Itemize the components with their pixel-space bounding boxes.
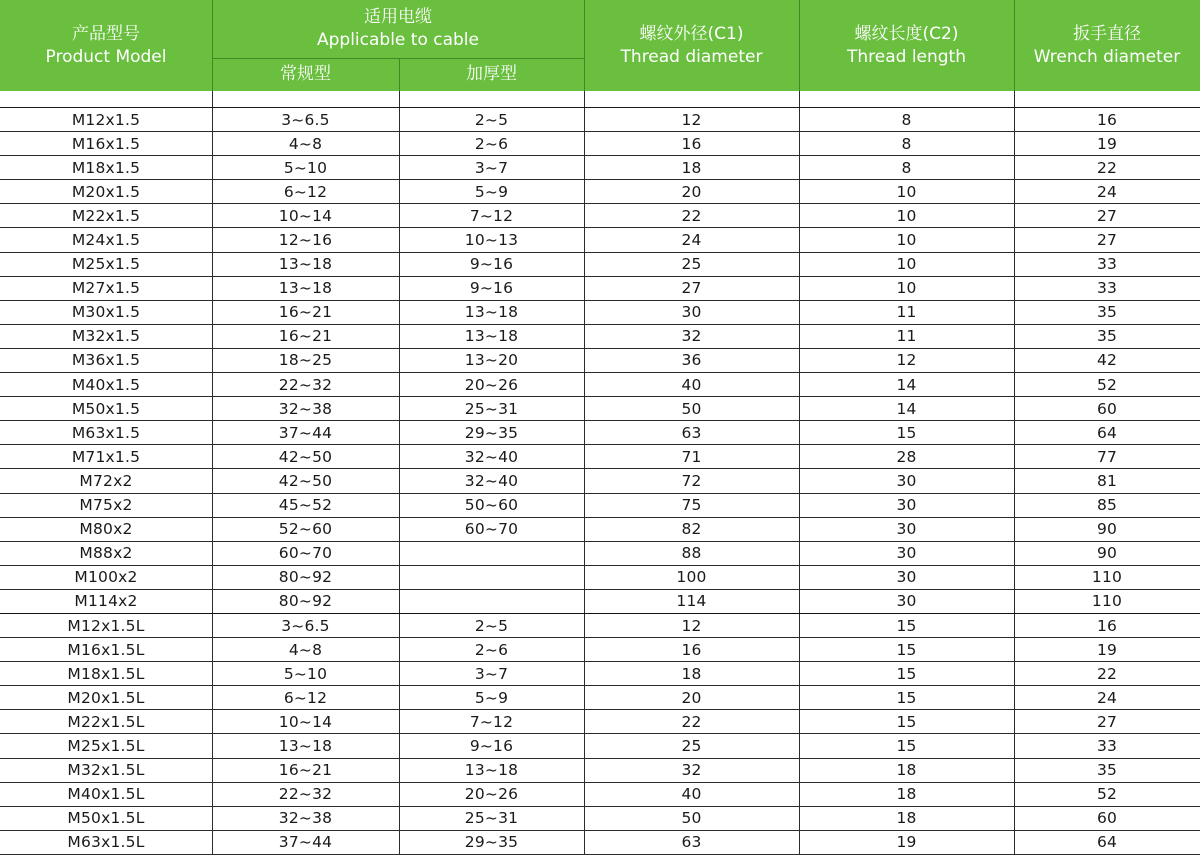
cell-model: M20x1.5 [71, 182, 141, 201]
cell-thread-length: 18 [896, 761, 917, 780]
cell-wrench-diameter: 27 [1096, 231, 1118, 250]
cell-thread-diameter: 27 [681, 279, 702, 298]
cell-cable-thick: 25~31 [464, 399, 519, 418]
cell-wrench-diameter: 16 [1096, 110, 1118, 129]
cell-thread-diameter: 20 [681, 182, 702, 201]
table-row [0, 614, 1200, 638]
cell-cable-regular: 22~32 [278, 785, 333, 804]
cell-thread-diameter: 72 [681, 471, 702, 490]
cell-thread-length: 19 [896, 833, 917, 852]
cell-wrench-diameter: 27 [1096, 712, 1118, 731]
cell-cable-regular: 16~21 [278, 761, 333, 780]
cell-model: M50x1.5 [71, 399, 141, 418]
cell-model: M25x1.5 [71, 255, 141, 274]
cell-cable-thick: 7~12 [469, 712, 514, 731]
cell-thread-length: 15 [896, 640, 917, 659]
table-row [0, 494, 1200, 518]
cell-cable-thick: 20~26 [464, 785, 519, 804]
cell-thread-length: 10 [896, 182, 917, 201]
header-divider [799, 0, 800, 91]
header-thread-diameter-cn: 螺纹外径(C1) [639, 23, 744, 44]
cell-thread-length: 30 [896, 544, 917, 563]
cell-wrench-diameter: 60 [1096, 399, 1118, 418]
cell-cable-regular: 52~60 [278, 520, 333, 539]
cell-thread-diameter: 75 [681, 496, 702, 515]
cell-model: M36x1.5 [71, 351, 141, 370]
cell-thread-diameter: 63 [681, 833, 702, 852]
header-thread-length-cn: 螺纹长度(C2) [854, 23, 959, 44]
table-row [0, 277, 1200, 301]
cell-thread-length: 8 [901, 158, 912, 177]
cell-wrench-diameter: 42 [1096, 351, 1118, 370]
cell-thread-diameter: 82 [681, 520, 702, 539]
cell-model: M75x2 [79, 496, 133, 515]
cell-thread-length: 14 [896, 375, 917, 394]
header-cable-regular [212, 58, 399, 91]
cell-wrench-diameter: 16 [1096, 616, 1118, 635]
cell-wrench-diameter: 22 [1096, 158, 1118, 177]
table-row [0, 566, 1200, 590]
cell-thread-diameter: 25 [681, 736, 702, 755]
cell-wrench-diameter: 19 [1096, 640, 1118, 659]
header-applicable-cable-en: Applicable to cable [316, 30, 479, 50]
cell-cable-regular: 60~70 [278, 544, 333, 563]
cell-cable-regular: 16~21 [278, 327, 333, 346]
cell-thread-length: 10 [896, 279, 917, 298]
table-row [0, 759, 1200, 783]
cell-thread-diameter: 32 [681, 327, 702, 346]
table-row [0, 518, 1200, 542]
header-wrench-diameter [1014, 0, 1200, 91]
cell-model: M50x1.5L [67, 809, 145, 828]
cell-thread-length: 15 [896, 616, 917, 635]
header-wrench-diameter-cn: 扳手直径 [1073, 23, 1141, 44]
cell-cable-regular: 4~8 [288, 640, 323, 659]
cell-wrench-diameter: 64 [1096, 833, 1118, 852]
cell-cable-regular: 5~10 [283, 664, 328, 683]
table-row [0, 132, 1200, 156]
cell-wrench-diameter: 24 [1096, 688, 1118, 707]
cell-thread-diameter: 16 [681, 640, 702, 659]
cell-cable-thick [399, 590, 584, 613]
cell-thread-diameter: 18 [681, 158, 702, 177]
table-row [0, 445, 1200, 469]
cell-cable-regular: 5~10 [283, 158, 328, 177]
header-divider [584, 0, 585, 91]
cell-model: M32x1.5L [67, 761, 145, 780]
cell-thread-diameter: 16 [681, 134, 702, 153]
cell-cable-thick: 32~40 [464, 471, 519, 490]
cell-thread-diameter: 50 [681, 809, 702, 828]
cell-wrench-diameter: 64 [1096, 423, 1118, 442]
table-header [0, 0, 1200, 91]
cell-cable-thick: 60~70 [464, 520, 519, 539]
cell-wrench-diameter: 77 [1096, 447, 1118, 466]
cell-model: M16x1.5 [71, 134, 141, 153]
cell-cable-thick: 5~9 [474, 688, 509, 707]
cell-wrench-diameter: 24 [1096, 182, 1118, 201]
cell-model: M22x1.5 [71, 206, 141, 225]
cell-cable-thick: 20~26 [464, 375, 519, 394]
cell-cable-thick: 3~7 [474, 158, 509, 177]
cell-model: M22x1.5L [67, 712, 145, 731]
header-divider [212, 58, 584, 59]
cell-thread-diameter: 12 [681, 616, 702, 635]
cell-model: M12x1.5L [67, 616, 145, 635]
cell-model: M20x1.5L [67, 688, 145, 707]
table-row [0, 662, 1200, 686]
cell-thread-diameter: 40 [681, 785, 702, 804]
table-row [0, 108, 1200, 132]
cell-cable-thick: 32~40 [464, 447, 519, 466]
cell-model: M30x1.5 [71, 303, 141, 322]
cell-thread-diameter: 32 [681, 761, 702, 780]
cell-cable-thick: 29~35 [464, 423, 519, 442]
cell-thread-length: 10 [896, 255, 917, 274]
header-thread-length [799, 0, 1014, 91]
cell-model: M100x2 [74, 568, 138, 587]
header-cable-thick [399, 58, 584, 91]
header-divider [399, 58, 400, 91]
cell-wrench-diameter: 35 [1096, 761, 1118, 780]
cell-model: M16x1.5L [67, 640, 145, 659]
cell-cable-thick: 13~20 [464, 351, 519, 370]
cell-cable-thick: 7~12 [469, 206, 514, 225]
table-row [0, 638, 1200, 662]
cell-thread-diameter: 50 [681, 399, 702, 418]
cell-model: M63x1.5 [71, 423, 141, 442]
cell-thread-length: 18 [896, 785, 917, 804]
cell-wrench-diameter: 33 [1096, 736, 1118, 755]
cell-thread-length: 8 [901, 110, 912, 129]
header-thread-diameter-en: Thread diameter [620, 46, 763, 67]
cell-model: M32x1.5 [71, 327, 141, 346]
cell-thread-diameter: 36 [681, 351, 702, 370]
cell-thread-diameter: 18 [681, 664, 702, 683]
table-row [0, 734, 1200, 758]
cell-thread-length: 30 [896, 496, 917, 515]
header-product-model-cn: 产品型号 [72, 23, 140, 44]
cell-thread-length: 28 [896, 447, 917, 466]
cell-thread-length: 18 [896, 809, 917, 828]
table-row [0, 807, 1200, 831]
table-row [0, 373, 1200, 397]
cell-thread-diameter: 20 [681, 688, 702, 707]
cell-thread-length: 30 [896, 592, 917, 611]
cell-cable-thick: 10~13 [464, 231, 519, 250]
cell-cable-regular: 12~16 [278, 231, 333, 250]
header-cable-regular-label: 常规型 [280, 64, 331, 84]
cell-cable-thick: 3~7 [474, 664, 509, 683]
cell-model: M24x1.5 [71, 231, 141, 250]
cell-cable-thick: 9~16 [469, 736, 514, 755]
cell-cable-regular: 18~25 [278, 351, 333, 370]
cell-cable-regular: 16~21 [278, 303, 333, 322]
cell-thread-length: 11 [896, 327, 917, 346]
header-applicable-cable [212, 0, 584, 58]
cell-thread-diameter: 30 [681, 303, 702, 322]
cell-cable-regular: 4~8 [288, 134, 323, 153]
cell-wrench-diameter: 35 [1096, 327, 1118, 346]
cell-thread-length: 15 [896, 712, 917, 731]
cell-cable-thick: 9~16 [469, 255, 514, 274]
cell-thread-diameter: 40 [681, 375, 702, 394]
table-row [0, 542, 1200, 566]
cell-cable-regular: 10~14 [278, 712, 333, 731]
cell-cable-regular: 3~6.5 [281, 110, 330, 129]
cell-cable-thick: 25~31 [464, 809, 519, 828]
table-row [0, 686, 1200, 710]
cell-wrench-diameter: 110 [1091, 568, 1123, 587]
cell-cable-regular: 13~18 [278, 255, 333, 274]
cell-wrench-diameter: 52 [1096, 375, 1118, 394]
cell-cable-regular: 3~6.5 [281, 616, 330, 635]
cell-cable-thick: 13~18 [464, 327, 519, 346]
cell-cable-thick: 2~6 [474, 640, 509, 659]
cell-model: M12x1.5 [71, 110, 141, 129]
cell-model: M40x1.5 [71, 375, 141, 394]
cell-cable-regular: 13~18 [278, 279, 333, 298]
header-product-model [0, 0, 212, 91]
cell-thread-length: 15 [896, 423, 917, 442]
cell-thread-diameter: 12 [681, 110, 702, 129]
cell-wrench-diameter: 22 [1096, 664, 1118, 683]
cell-wrench-diameter: 33 [1096, 255, 1118, 274]
table-row [0, 421, 1200, 445]
cell-wrench-diameter: 33 [1096, 279, 1118, 298]
cell-cable-regular: 6~12 [283, 182, 328, 201]
header-thread-diameter [584, 0, 799, 91]
cell-model: M18x1.5 [71, 158, 141, 177]
cell-thread-length: 10 [896, 206, 917, 225]
cell-cable-regular: 80~92 [278, 568, 333, 587]
table-row [0, 590, 1200, 614]
header-wrench-diameter-en: Wrench diameter [1033, 46, 1181, 67]
cell-thread-diameter: 63 [681, 423, 702, 442]
header-cable-thick-label: 加厚型 [466, 64, 517, 84]
cell-thread-length: 15 [896, 736, 917, 755]
cell-thread-length: 11 [896, 303, 917, 322]
cell-model: M72x2 [79, 471, 133, 490]
cell-cable-regular: 42~50 [278, 447, 333, 466]
cell-cable-thick: 13~18 [464, 303, 519, 322]
cell-thread-length: 30 [896, 471, 917, 490]
cell-cable-thick: 29~35 [464, 833, 519, 852]
table-row [0, 156, 1200, 180]
table-row [0, 301, 1200, 325]
cell-cable-thick: 9~16 [469, 279, 514, 298]
cell-cable-regular: 6~12 [283, 688, 328, 707]
cell-cable-thick: 2~5 [474, 616, 509, 635]
table-row [0, 180, 1200, 204]
cell-wrench-diameter: 85 [1096, 496, 1118, 515]
cell-thread-diameter: 25 [681, 255, 702, 274]
header-product-model-en: Product Model [45, 46, 167, 67]
cell-wrench-diameter: 110 [1091, 592, 1123, 611]
table-row [0, 253, 1200, 277]
cell-cable-thick: 2~6 [474, 134, 509, 153]
cell-wrench-diameter: 90 [1096, 520, 1118, 539]
cell-wrench-diameter: 81 [1096, 471, 1118, 490]
cell-cable-thick [399, 566, 584, 589]
table-row [0, 397, 1200, 421]
cell-wrench-diameter: 90 [1096, 544, 1118, 563]
cell-thread-diameter: 88 [681, 544, 702, 563]
cell-cable-thick: 5~9 [474, 182, 509, 201]
cell-cable-regular: 10~14 [278, 206, 333, 225]
cell-model: M88x2 [79, 544, 133, 563]
table-body [0, 108, 1200, 855]
table-row [0, 204, 1200, 228]
table-row [0, 783, 1200, 807]
cell-model: M18x1.5L [67, 664, 145, 683]
cell-model: M63x1.5L [67, 833, 145, 852]
table-row [0, 349, 1200, 373]
cell-cable-thick: 13~18 [464, 761, 519, 780]
table-row [0, 469, 1200, 493]
cell-thread-length: 10 [896, 231, 917, 250]
header-thread-length-en: Thread length [846, 46, 967, 67]
table-row [0, 710, 1200, 734]
cell-thread-length: 15 [896, 664, 917, 683]
cell-thread-length: 14 [896, 399, 917, 418]
cell-thread-length: 12 [896, 351, 917, 370]
cell-wrench-diameter: 52 [1096, 785, 1118, 804]
header-applicable-cable-cn: 适用电缆 [364, 7, 432, 27]
cell-thread-diameter: 22 [681, 712, 702, 731]
cell-thread-diameter: 24 [681, 231, 702, 250]
cell-cable-regular: 45~52 [278, 496, 333, 515]
cell-model: M27x1.5 [71, 279, 141, 298]
cell-thread-length: 30 [896, 520, 917, 539]
cell-thread-length: 8 [901, 134, 912, 153]
cell-thread-diameter: 71 [681, 447, 702, 466]
cell-cable-regular: 13~18 [278, 736, 333, 755]
cell-thread-diameter: 22 [681, 206, 702, 225]
cell-model: M71x1.5 [71, 447, 141, 466]
cell-cable-regular: 37~44 [278, 423, 333, 442]
cell-cable-thick: 2~5 [474, 110, 509, 129]
cell-model: M25x1.5L [67, 736, 145, 755]
cell-model: M114x2 [74, 592, 138, 611]
cell-wrench-diameter: 60 [1096, 809, 1118, 828]
table-row [0, 325, 1200, 349]
table-row [0, 228, 1200, 252]
cell-cable-regular: 42~50 [278, 471, 333, 490]
cell-wrench-diameter: 19 [1096, 134, 1118, 153]
cell-model: M40x1.5L [67, 785, 145, 804]
cell-model: M80x2 [79, 520, 133, 539]
cell-wrench-diameter: 27 [1096, 206, 1118, 225]
cell-cable-thick: 50~60 [464, 496, 519, 515]
cell-thread-length: 30 [896, 568, 917, 587]
header-divider [212, 0, 213, 91]
cell-thread-diameter: 100 [676, 568, 707, 587]
cell-cable-regular: 32~38 [278, 809, 333, 828]
cell-wrench-diameter: 35 [1096, 303, 1118, 322]
cell-cable-regular: 37~44 [278, 833, 333, 852]
cell-cable-regular: 32~38 [278, 399, 333, 418]
table-row [0, 831, 1200, 855]
cell-cable-regular: 80~92 [278, 592, 333, 611]
cell-thread-diameter: 114 [676, 592, 707, 611]
header-divider [1014, 0, 1015, 91]
cell-cable-regular: 22~32 [278, 375, 333, 394]
cell-thread-length: 15 [896, 688, 917, 707]
cell-cable-thick [399, 542, 584, 565]
